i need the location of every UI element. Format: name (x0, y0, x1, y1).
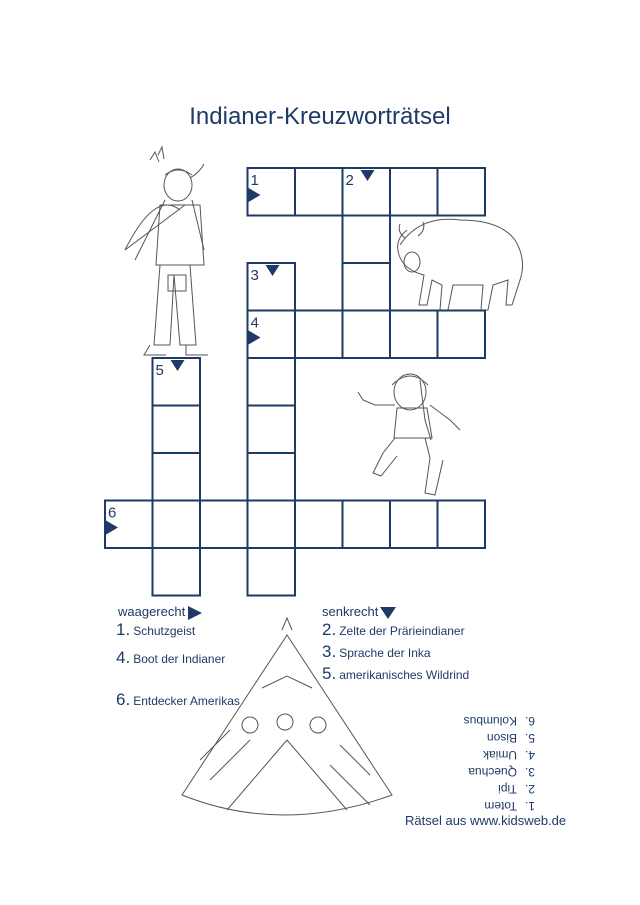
cell-number: 6 (108, 504, 117, 522)
answer-item: 5.Bison (486, 731, 535, 745)
clue-text: Zelte der Prärieindianer (339, 624, 465, 638)
clue-item (116, 620, 195, 640)
clue-number: 4. (116, 648, 131, 667)
right-arrow-icon (249, 188, 261, 202)
answer-item: 4.Umiak (482, 748, 535, 762)
down-heading: senkrecht (322, 604, 396, 620)
grid-cell[interactable] (343, 263, 391, 311)
right-arrow-icon (187, 606, 203, 620)
grid-cell[interactable] (200, 501, 248, 549)
grid-cell[interactable] (248, 406, 296, 454)
grid-cell[interactable] (153, 548, 201, 596)
clue-text: Schutzgeist (133, 624, 196, 638)
answer-item: 3.Quechua (468, 765, 535, 779)
grid-cell[interactable] (295, 168, 343, 216)
right-arrow-icon (249, 331, 261, 345)
clue-number: 3. (322, 642, 337, 661)
answer-item: 1.Totem (484, 799, 535, 813)
clue-item (322, 620, 465, 640)
grid-cell[interactable] (153, 406, 201, 454)
grid-cell[interactable] (343, 501, 391, 549)
grid-cell[interactable] (390, 311, 438, 359)
cell-number: 3 (250, 267, 259, 284)
grid-cell[interactable] (248, 501, 296, 549)
grid-cell[interactable] (153, 501, 201, 549)
clue-item (322, 642, 431, 662)
clue-item (322, 664, 469, 684)
clue-number: 5. (322, 664, 337, 683)
down-arrow-icon (361, 170, 375, 181)
grid-cell[interactable] (343, 216, 391, 264)
clue-text: Sprache der Inka (339, 646, 431, 660)
grid-cell[interactable] (153, 453, 201, 501)
clue-number: 2. (322, 620, 337, 639)
down-arrow-icon (380, 606, 396, 620)
grid-cell[interactable] (438, 168, 486, 216)
clue-text: Boot der Indianer (133, 652, 226, 666)
down-arrow-icon (171, 360, 185, 371)
grid-cell[interactable] (248, 453, 296, 501)
grid-cell[interactable] (438, 501, 486, 549)
answer-item: 2.Tipi (498, 782, 535, 796)
cell-number: 4 (250, 314, 259, 332)
clue-number: 1. (116, 620, 131, 639)
across-heading: waagerecht (118, 604, 203, 620)
cell-number: 2 (345, 172, 354, 189)
answer-item: 6.Kolumbus (463, 714, 535, 728)
grid-cell[interactable] (390, 168, 438, 216)
grid-cell[interactable] (295, 311, 343, 359)
clue-text: Entdecker Amerikas (133, 694, 240, 708)
grid-cell[interactable] (390, 501, 438, 549)
grid-cell[interactable] (248, 358, 296, 406)
grid-cell[interactable] (248, 548, 296, 596)
clue-number: 6. (116, 690, 131, 709)
grid-cell[interactable] (295, 501, 343, 549)
page-title: Indianer-Kreuzworträtsel (189, 103, 451, 130)
credit: Rätsel aus www.kidsweb.de (405, 813, 567, 828)
grid-cell[interactable] (343, 311, 391, 359)
clue-item (116, 648, 225, 668)
right-arrow-icon (106, 521, 118, 535)
grid-cell[interactable] (438, 311, 486, 359)
answer-key (405, 712, 535, 814)
cell-number: 5 (155, 362, 164, 379)
down-arrow-icon (266, 265, 280, 276)
clue-item (116, 690, 240, 710)
clue-text: amerikanisches Wildrind (339, 668, 470, 682)
cell-number: 1 (250, 172, 259, 189)
